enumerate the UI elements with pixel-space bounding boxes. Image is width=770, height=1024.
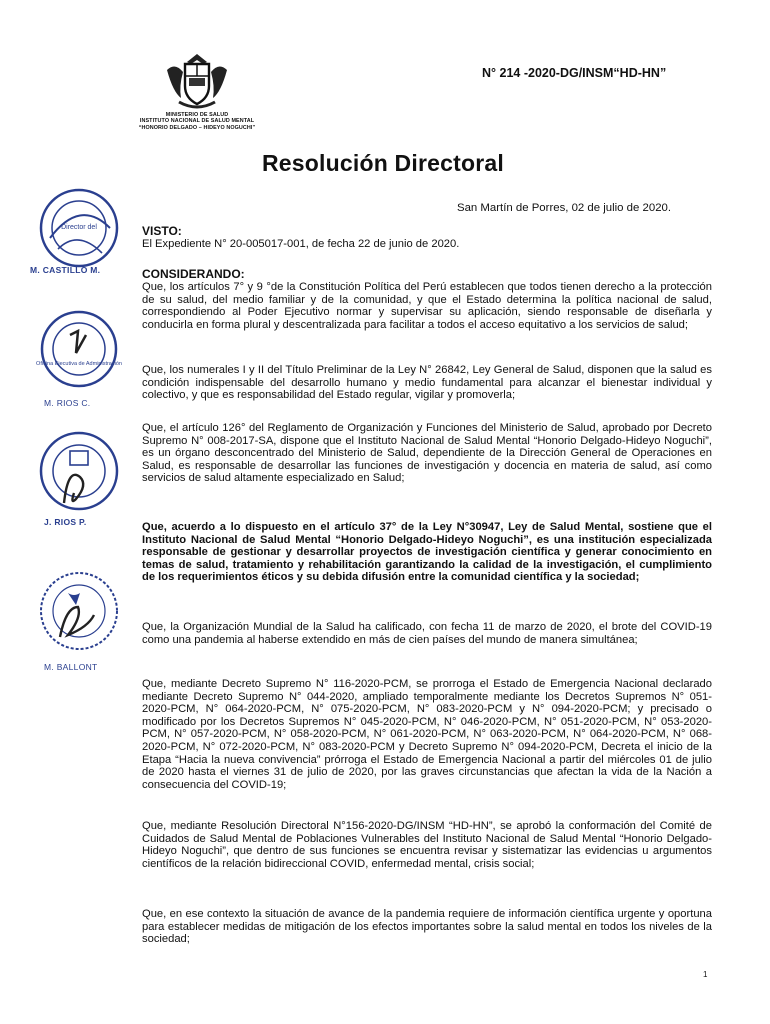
ministry-seal-stamp-4 [30,565,128,657]
visto-text: El Expediente N° 20-005017-001, de fecha 22 de junio de 2020. [142,237,460,250]
ministry-line: MINISTERIO DE SALUD [165,112,229,118]
considerando-heading-block [142,268,712,281]
stamp-2-inner-text: Oficina Ejecutiva de Administración [36,361,122,367]
page-mark: 1 [703,970,708,979]
stamp-2-name: M. RIOS C. [44,398,91,408]
ministry-header [118,112,276,131]
institute-name-line: “HONORIO DELGADO – HIDEYO NOGUCHI” [138,124,256,131]
stamp-3-name: J. RIOS P. [44,517,87,527]
resolution-number: N° 214 -2020-DG/INSM“HD-HN” [482,66,667,80]
stamp-1-inner-text: Director del [61,224,97,231]
place-date: San Martín de Porres, 02 de julio de 2020. [457,202,672,214]
ministry-seal-stamp-3 [30,425,128,517]
visto-section [142,225,712,250]
paragraph-8: Que, en ese contexto la situación de avance de la pandemia requiere de información científica urgente y oportuna para establecer medidas de mitigación de los efectos importantes sobre la salud mental en todos los niveles de la sociedad; [142,908,712,946]
visto-heading: VISTO: [142,224,182,238]
ministry-seal-stamp-2 [30,305,128,393]
stamp-4-name: M. BALLONT [44,662,98,672]
paragraph-6: Que, mediante Decreto Supremo N° 116-2020-PCM, se prorroga el Estado de Emergencia Nacional declarado mediante Decreto Supremo N° 044-2020, ampliado temporalmente mediante los Decretos Supremos N° 051-2020-PCM, N° 064-2020-PCM, N° 075-2020-PCM, N° 083-2020-PCM y N° 094-2020-PCM; y precisado o modificado por los Decretos Supremos N° 045-2020-PCM, N° 046-2020-PCM, N° 051-2020-PCM, N° 053-2020-PCM, N° 057-2020-PCM, N° 058-2020-PCM, N° 061-2020-PCM, N° 063-2020-PCM, N° 064-2020-PCM, N° 068-2020-PCM, N° 072-2020-PCM, N° 083-2020-PCM y Decreto Supremo N° 094-2020-PCM, Decreta el inicio de la Etapa “Hacia la nueva convivencia” prórroga el Estado de Emergencia Nacional a partir del miércoles 01 de julio de 2020 hasta el viernes 31 de julio de 2020, por las graves circunstancias que afectan la vida de la Nación a consecuencia del COVID-19; [142,678,712,791]
stamp-1-name: M. CASTILLO M. [30,265,101,275]
ministry-seal-stamp-1 [30,183,128,273]
paragraph-1: Que, los artículos 7° y 9 °de la Constitución Política del Perú establecen que todos tienen derecho a la protección de su salud, del medio familiar y de la comunidad, y que el Estado determina la política nacional de salud, correspondiendo al Poder Ejecutivo normar y supervisar su aplicación, siendo responsable de diseñarla y conducirla en forma plural y descentralizada para facilitar a todos el acceso equitativo a los servicios de salud; [142,281,712,331]
considerando-heading: CONSIDERANDO: [142,267,245,281]
paragraph-7: Que, mediante Resolución Directoral N°156-2020-DG/INSM “HD-HN”, se aprobó la conformación del Comité de Cuidados de Salud Mental de Poblaciones Vulnerables del Instituto Nacional de Salud Mental “Honorio Delgado-Hideyo Noguchi”, que dentro de sus funciones se encuentra revisar y sistematizar las evidencias u argumentos científicos de la relación bidireccional COVID, enfermedad mental, crisis social; [142,820,712,870]
national-crest-icon [163,50,231,112]
paragraph-4: Que, acuerdo a lo dispuesto en el artículo 37° de la Ley N°30947, Ley de Salud Mental, sostiene que el Instituto Nacional de Salud Mental “Honorio Delgado-Hideyo Noguchi”, es una institución especializada responsable de gestionar y desarrollar proyectos de investigación científica y generar conocimiento en temas de salud, tratamiento y rehabilitación garantizando la calidad de la investigación, el cumplimiento de los requerimientos éticos y su debida difusión entre la comunidad científica y la sociedad; [142,521,712,584]
institute-line: INSTITUTO NACIONAL DE SALUD MENTAL [139,118,255,125]
paragraph-3: Que, el artículo 126° del Reglamento de Organización y Funciones del Ministerio de Salud, aprobado por Decreto Supremo N° 008-2017-SA, dispone que el Instituto Nacional de Salud Mental “Honorio Delgado-Hideyo Noguchi”, es un órgano desconcentrado del Ministerio de Salud, dependiente de la Dirección General de Operaciones en Salud, es responsable de desarrollar las funciones de investigación y docencia en materia de salud, así como servicios de salud altamente especializado en Salud; [142,422,712,485]
paragraph-5: Que, la Organización Mundial de la Salud ha calificado, con fecha 11 de marzo de 2020, el brote del COVID-19 como una pandemia al haberse extendido en más de cien países del mundo de manera simultánea; [142,621,712,646]
paragraph-2: Que, los numerales I y II del Título Preliminar de la Ley N° 26842, Ley General de Salud, disponen que la salud es condición indispensable del desarrollo humano y medio fundamental para alcanzar el bienestar individual y colectivo, y que es responsabilidad del Estado regular, vigilar y promoverla; [142,364,712,402]
document-title: Resolución Directoral [262,150,504,176]
